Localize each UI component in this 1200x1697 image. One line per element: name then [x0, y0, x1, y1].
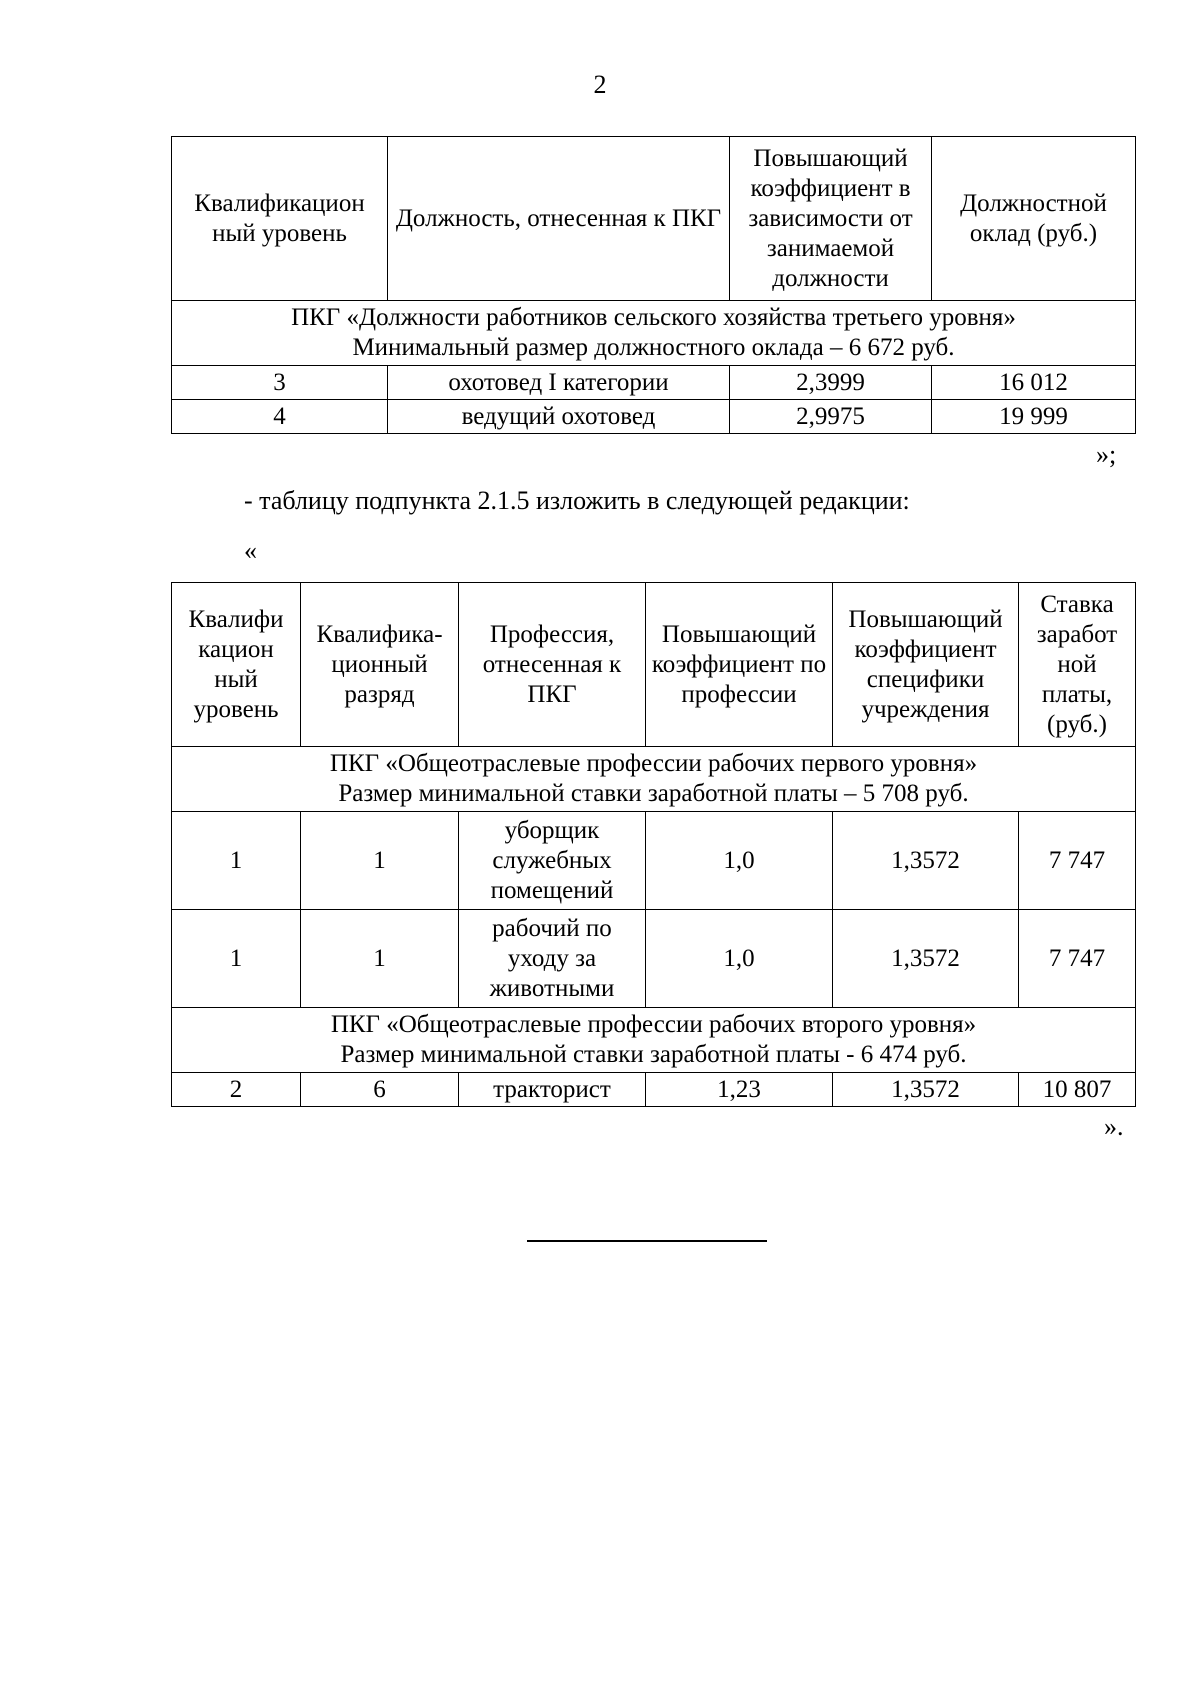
cell-institution-coefficient: 1,3572 — [833, 910, 1019, 1008]
table-row — [172, 910, 1136, 1008]
cell-position: охотовед I категории — [388, 366, 730, 400]
cell-level: 4 — [172, 400, 388, 434]
table-row — [172, 1073, 1136, 1107]
salary-table-professions — [171, 582, 1136, 1107]
group-row — [172, 747, 1136, 812]
cell-profession-coefficient: 1,23 — [646, 1073, 833, 1107]
cell-profession-coefficient: 1,0 — [646, 910, 833, 1008]
table-row — [172, 366, 1136, 400]
cell-position: ведущий охотовед — [388, 400, 730, 434]
cell-coefficient: 2,9975 — [730, 400, 932, 434]
header-qualification-grade: Квалифика- ционный разряд — [301, 583, 459, 747]
header-position: Должность, отнесенная к ПКГ — [388, 137, 730, 301]
group-title: ПКГ «Общеотраслевые профессии рабочих второго уровня» — [330, 1011, 977, 1038]
group-heading — [172, 301, 1136, 366]
group-row — [172, 301, 1136, 366]
cell-salary: 16 012 — [932, 366, 1136, 400]
cell-salary: 19 999 — [932, 400, 1136, 434]
cell-level: 3 — [172, 366, 388, 400]
closing-quote-2: ». — [1104, 1112, 1124, 1141]
closing-quote-1: »; — [1096, 440, 1117, 469]
header-institution-coefficient: Повышающий коэффициент специфики учреждения — [833, 583, 1019, 747]
cell-institution-coefficient: 1,3572 — [833, 1073, 1019, 1107]
cell-profession: тракторист — [459, 1073, 646, 1107]
header-wage-rate: Ставка заработ ной платы, (руб.) — [1019, 583, 1136, 747]
group-title: ПКГ «Должности работников сельского хозяйства третьего уровня» — [291, 304, 1016, 331]
cell-level: 1 — [172, 812, 301, 910]
cell-wage-rate: 10 807 — [1019, 1073, 1136, 1107]
cell-profession: рабочий по уходу за животными — [459, 910, 646, 1008]
cell-grade: 1 — [301, 910, 459, 1008]
cell-level: 1 — [172, 910, 301, 1008]
table-row — [172, 812, 1136, 910]
table-header-row — [172, 137, 1136, 301]
table-row — [172, 400, 1136, 434]
header-profession: Профессия, отнесенная к ПКГ — [459, 583, 646, 747]
group-heading — [172, 1008, 1136, 1073]
header-qualification-level: Квалификацион ный уровень — [172, 137, 388, 301]
cell-institution-coefficient: 1,3572 — [833, 812, 1019, 910]
header-salary: Должностной оклад (руб.) — [932, 137, 1136, 301]
cell-profession: уборщик служебных помещений — [459, 812, 646, 910]
cell-level: 2 — [172, 1073, 301, 1107]
end-of-document-rule — [527, 1240, 767, 1242]
cell-wage-rate: 7 747 — [1019, 910, 1136, 1008]
group-subtitle: Минимальный размер должностного оклада – 6 672 руб. — [352, 334, 955, 361]
cell-profession-coefficient: 1,0 — [646, 812, 833, 910]
cell-coefficient: 2,3999 — [730, 366, 932, 400]
table-header-row — [172, 583, 1136, 747]
header-qualification-level: Квалифи кацион ный уровень — [172, 583, 301, 747]
amendment-paragraph: - таблицу подпункта 2.1.5 изложить в следующей редакции: — [244, 486, 910, 515]
cell-grade: 6 — [301, 1073, 459, 1107]
opening-quote: « — [244, 536, 257, 565]
salary-table-positions — [171, 136, 1136, 434]
group-heading — [172, 747, 1136, 812]
cell-wage-rate: 7 747 — [1019, 812, 1136, 910]
header-profession-coefficient: Повышающий коэффициент по профессии — [646, 583, 833, 747]
group-subtitle: Размер минимальной ставки заработной платы – 5 708 руб. — [338, 780, 969, 807]
header-coefficient: Повышающий коэффициент в зависимости от занимаемой должности — [730, 137, 932, 301]
group-row — [172, 1008, 1136, 1073]
group-title: ПКГ «Общеотраслевые профессии рабочих первого уровня» — [329, 750, 978, 777]
group-subtitle: Размер минимальной ставки заработной платы - 6 474 руб. — [340, 1041, 967, 1068]
cell-grade: 1 — [301, 812, 459, 910]
page-number: 2 — [593, 70, 607, 99]
